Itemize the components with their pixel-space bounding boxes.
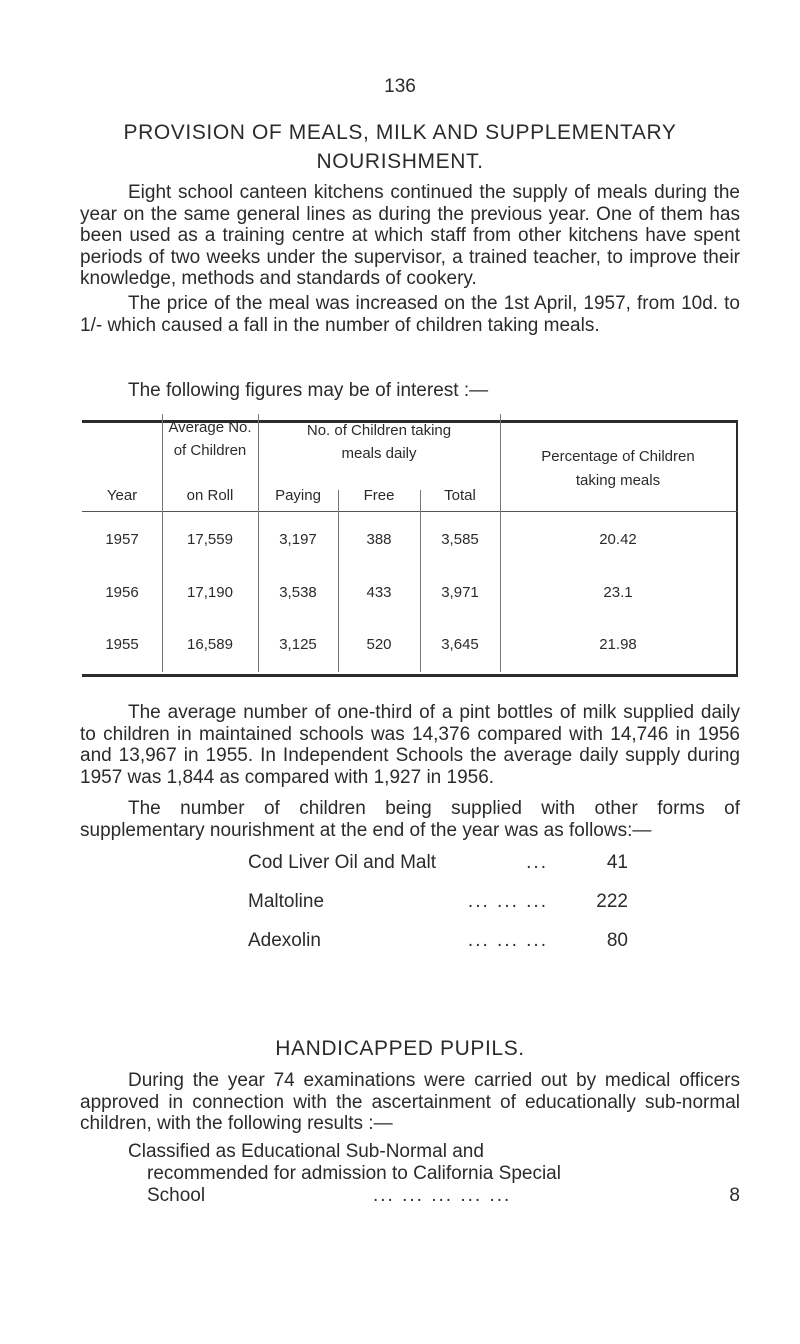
- cell-free: 388: [366, 531, 392, 548]
- intro-figures: The following figures may be of interest :—: [128, 380, 489, 401]
- cell-total: 3,585: [441, 531, 479, 548]
- item-dots: ... ... ...: [467, 930, 548, 951]
- header-year: Year: [106, 487, 138, 504]
- header-paying: Paying: [275, 487, 321, 504]
- list-item: [248, 852, 648, 876]
- paragraph-handicapped-text: During the year 74 examinations were carried out by medical officers approved in connection with the ascertainment of educationally sub-normal children, with the following results :—: [80, 1070, 740, 1134]
- classified-line1: Classified as Educational Sub-Normal and: [128, 1141, 484, 1162]
- header-children-line1: No. of Children taking: [306, 422, 452, 439]
- cell-year: 1957: [105, 531, 139, 548]
- cell-paying: 3,197: [279, 531, 317, 548]
- header-free: Free: [363, 487, 395, 504]
- header-average-line1: Average No.: [168, 419, 252, 436]
- table-right-rule: [736, 420, 738, 677]
- cell-paying: 3,538: [279, 584, 317, 601]
- paragraph-canteen-text: Eight school canteen kitchens continued the supply of meals during the year on the same general lines as during the previous year. One of them has been used as a training centre at which staff from other kitchens have spent periods of two weeks under the supervisor, a trained teacher, to improve their knowledge, methods and standards of cookery.: [80, 182, 740, 289]
- item-dots: ... ... ...: [467, 891, 548, 912]
- header-average-line3: on Roll: [186, 487, 234, 504]
- cell-average: 17,190: [187, 584, 233, 601]
- cell-year: 1955: [105, 636, 139, 653]
- page-number: 136: [384, 76, 416, 97]
- cell-percentage: 21.98: [599, 636, 637, 653]
- cell-average: 17,559: [187, 531, 233, 548]
- paragraph-price: [80, 293, 740, 336]
- table-header-rule: [82, 511, 738, 512]
- heading-provision-line2: NOURISHMENT.: [316, 150, 484, 173]
- classified-dots: ... ... ... ... ...: [373, 1185, 512, 1206]
- cell-free: 433: [366, 584, 392, 601]
- cell-paying: 3,125: [279, 636, 317, 653]
- paragraph-milk: [80, 702, 740, 788]
- item-name: Adexolin: [248, 930, 321, 951]
- table-bottom-rule: [82, 674, 738, 677]
- list-item: [248, 930, 648, 954]
- item-count: 80: [606, 930, 628, 951]
- paragraph-supplementary: [80, 798, 740, 841]
- classified-block: [128, 1141, 740, 1213]
- heading-handicapped: HANDICAPPED PUPILS.: [275, 1037, 525, 1060]
- cell-average: 16,589: [187, 636, 233, 653]
- header-total: Total: [444, 487, 476, 504]
- item-name: Maltoline: [248, 891, 325, 912]
- cell-year: 1956: [105, 584, 139, 601]
- paragraph-price-text: The price of the meal was increased on the 1st April, 1957, from 10d. to 1/- which caused a fall in the number of children taking meals.: [80, 293, 740, 336]
- item-name: Cod Liver Oil and Malt: [248, 852, 436, 873]
- classified-line3: School: [147, 1185, 206, 1206]
- item-count: 41: [606, 852, 628, 873]
- item-dots: ...: [526, 852, 548, 873]
- header-children-line2: meals daily: [341, 445, 417, 462]
- classified-line2: recommended for admission to California Special: [147, 1163, 561, 1184]
- cell-total: 3,645: [441, 636, 479, 653]
- paragraph-canteen: [80, 182, 740, 290]
- cell-percentage: 23.1: [603, 584, 633, 601]
- meals-table: [82, 420, 738, 676]
- heading-provision-line1: PROVISION OF MEALS, MILK AND SUPPLEMENTARY: [123, 121, 677, 144]
- header-percentage-line2: taking meals: [575, 472, 661, 489]
- supplementary-list: [248, 852, 648, 972]
- classified-line3-row: [128, 1185, 740, 1207]
- classified-count: 8: [729, 1185, 740, 1206]
- header-average-line2: of Children: [173, 442, 247, 459]
- paragraph-supplementary-text: The number of children being supplied with other forms of supplementary nourishment at the end of the year was as follows:—: [80, 798, 740, 841]
- header-percentage-line1: Percentage of Children: [541, 448, 695, 465]
- paragraph-milk-text: The average number of one-third of a pint bottles of milk supplied daily to children in maintained schools was 14,376 compared with 14,746 in 1956 and 13,967 in 1955. In Independent Schools the average daily supply during 1957 was 1,844 as compared with 1,927 in 1956.: [80, 702, 740, 788]
- item-count: 222: [596, 891, 628, 912]
- cell-percentage: 20.42: [599, 531, 637, 548]
- cell-free: 520: [366, 636, 392, 653]
- cell-total: 3,971: [441, 584, 479, 601]
- paying-underline: [262, 511, 332, 512]
- paragraph-handicapped: [80, 1070, 740, 1135]
- list-item: [248, 891, 648, 915]
